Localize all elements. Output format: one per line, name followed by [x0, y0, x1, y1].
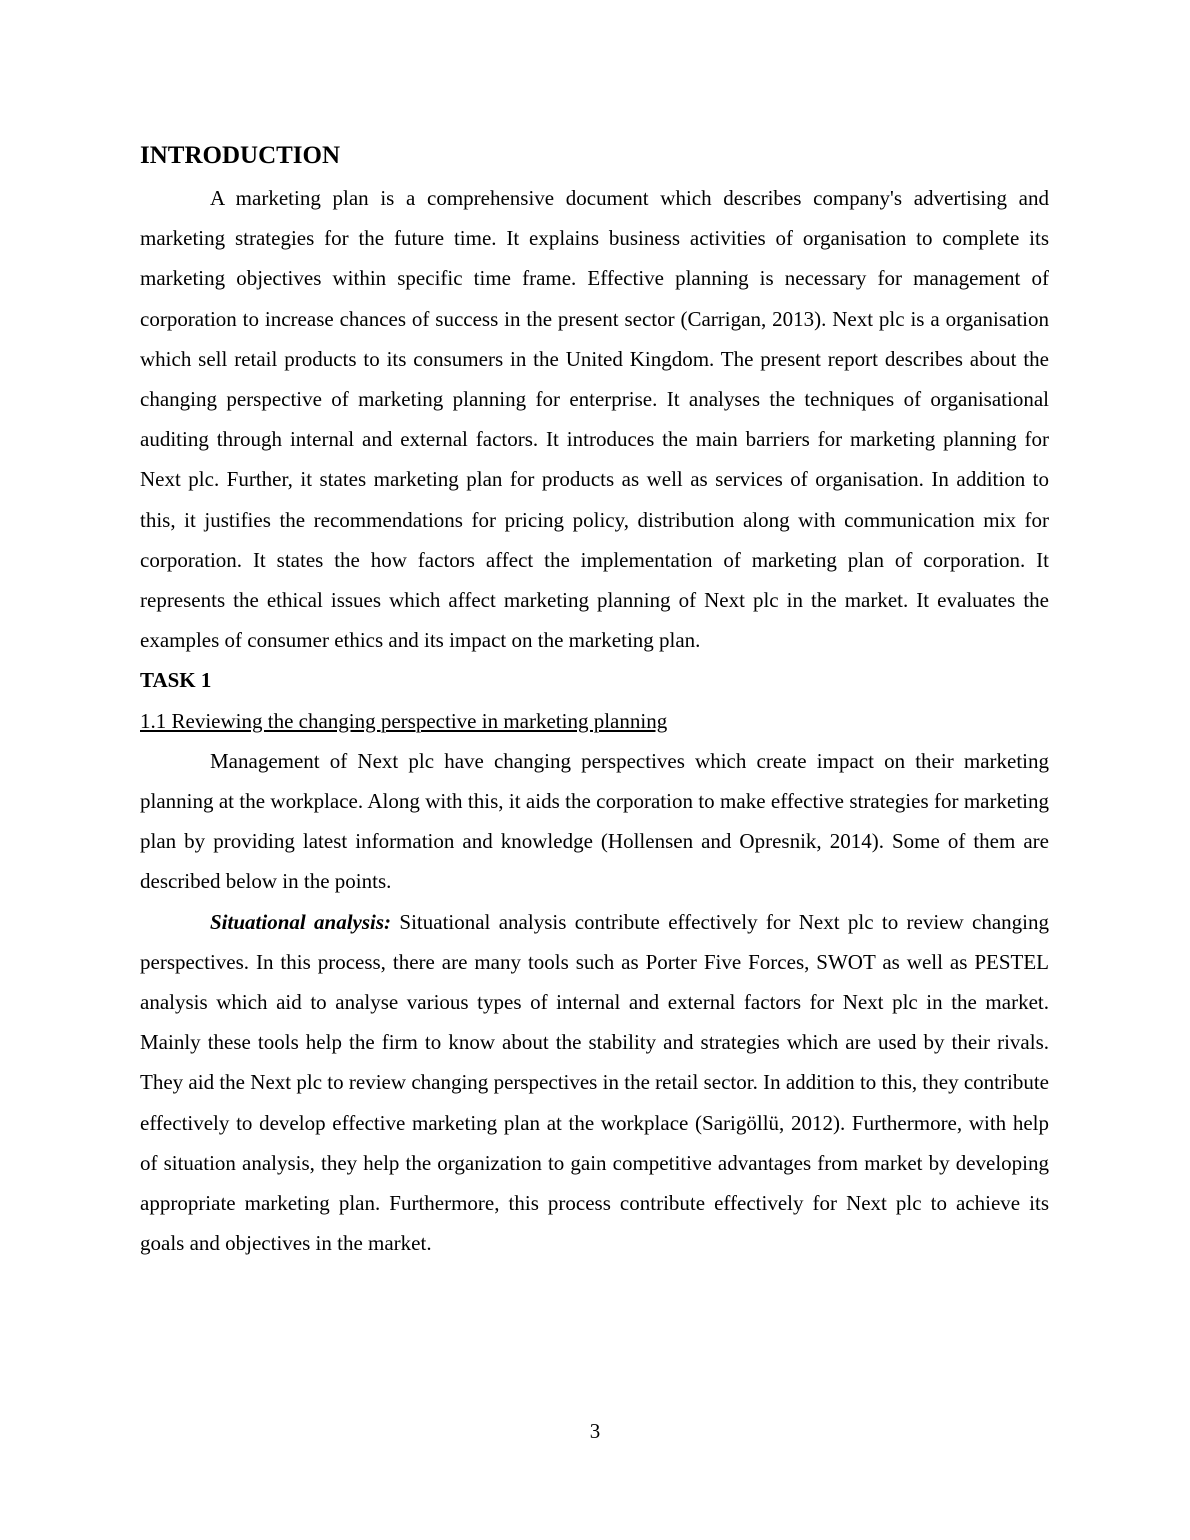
- situational-analysis-lead: Situational analysis:: [210, 909, 392, 934]
- introduction-paragraph: A marketing plan is a comprehensive document which describes company's advertising and marketing strategies for the future time. It explains business activities of organisation to complete its marketing objectives within specific time frame. Effective planning is necessary for management of corporation to increase chances of success in the present sector (Carrigan, 2013). Next plc is a organisation which sell retail products to its consumers in the United Kingdom. The present report describes about the changing perspective of marketing planning for enterprise. It analyses the techniques of organisational auditing through internal and external factors. It introduces the main barriers for marketing planning for Next plc. Further, it states marketing plan for products as well as services of organisation. In addition to this, it justifies the recommendations for pricing policy, distribution along with communication mix for corporation. It states the how factors affect the implementation of marketing plan of corporation. It represents the ethical issues which affect marketing planning of Next plc in the market. It evaluates the examples of consumer ethics and its impact on the marketing plan.: [140, 186, 1049, 653]
- introduction-heading: INTRODUCTION: [140, 142, 341, 169]
- page-number: 3: [589, 1419, 601, 1443]
- page-content: [140, 138, 1049, 1263]
- situational-analysis-text: Situational analysis contribute effectively for Next plc to review changing perspectives. In this process, there are many tools such as Porter Five Forces, SWOT as well as PESTEL analysis which aid to analyse various types of internal and external factors for Next plc in the market. Mainly these tools help the firm to know about the stability and strategies which are used by their rivals. They aid the Next plc to review changing perspectives in the retail sector. In addition to this, they contribute effectively to develop effective marketing plan at the workplace (Sarigöllü, 2012). Furthermore, with help of situation analysis, they help the organization to gain competitive advantages from market by developing appropriate marketing plan. Furthermore, this process contribute effectively for Next plc to achieve its goals and objectives in the market.: [140, 909, 1050, 1256]
- situational-analysis-paragraph: [140, 902, 1049, 1264]
- section-paragraph: Management of Next plc have changing perspectives which create impact on their marketing planning at the workplace. Along with this, it aids the corporation to make effective strategies for marketing plan by providing latest information and knowledge (Hollensen and Opresnik, 2014). Some of them are described below in the points.: [140, 748, 1049, 894]
- task-heading: TASK 1: [140, 668, 212, 693]
- section-heading: 1.1 Reviewing the changing perspective in marketing planning: [140, 708, 668, 733]
